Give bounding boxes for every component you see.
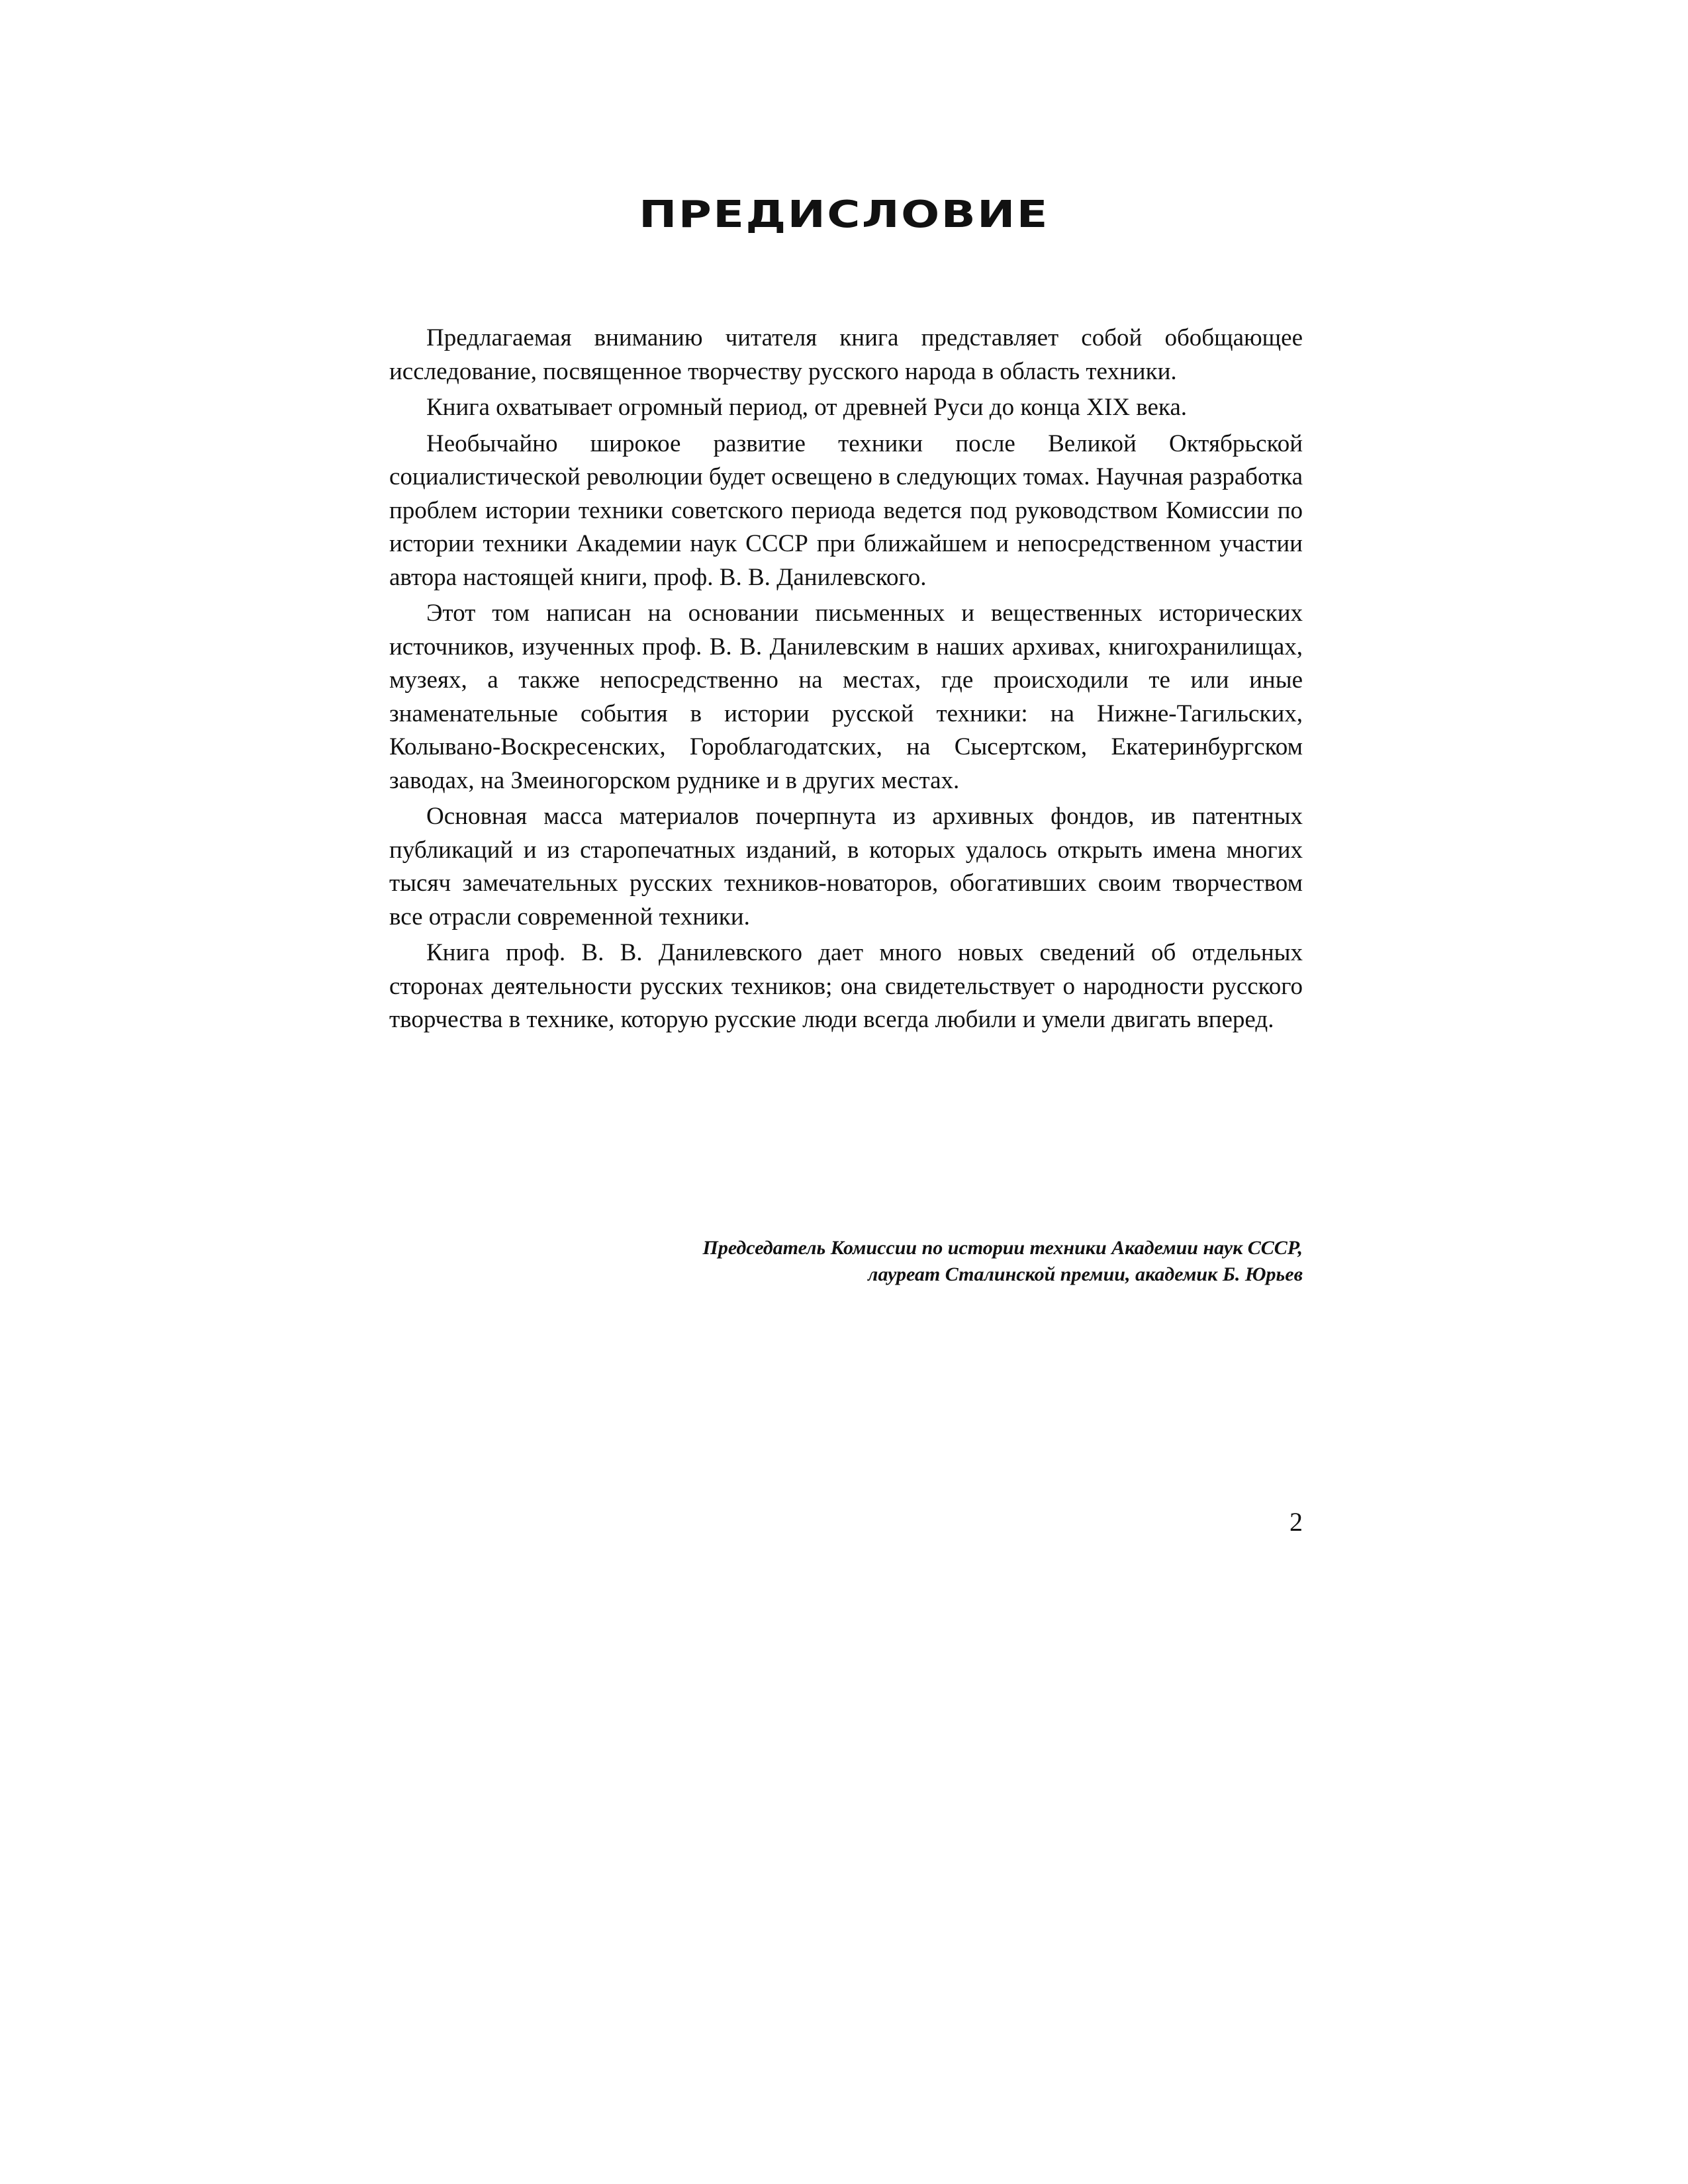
paragraph-2: Книга охватывает огромный период, от древней Руси до конца XIX века. [426, 394, 1188, 421]
paragraph-5: Основная масса материалов почерпнута из архивных фондов, ив патентных публикаций и из старопечатных изданий, в которых удалось открыть имена многих тысяч замечательных русских техников-новаторов, обогативших своим творчеством все отрасли современной техники. [389, 803, 1303, 931]
paragraph-6: Книга проф. В. В. Данилевского дает много новых сведений об отдельных сторонах деятельности русских техников; она свидетельствует о народности русского творчества в технике, которую русские люди всегда любили и умели двигать вперед. [389, 939, 1303, 1033]
signature-line-1: Председатель Комиссии по истории техники Академии наук СССР, [702, 1237, 1303, 1259]
paragraph-3: Необычайно широкое развитие техники после Великой Октябрьской социалистической революции будет освещено в следующих томах. Научная разработка проблем истории техники советского периода ведется под руководством Комиссии по истории техники Академии наук СССР при ближайшем и непосредственном участии автора настоящей книги, проф. В. В. Данилевского. [389, 430, 1303, 591]
page-title: ПРЕДИСЛОВИЕ [639, 193, 1049, 236]
preface-body [389, 322, 1303, 1040]
signature-block [389, 1235, 1303, 1288]
paragraph-1: Предлагаемая вниманию читателя книга представляет собой обобщающее исследование, посвященное творчеству русского народа в область техники. [389, 324, 1303, 385]
paragraph-4: Этот том написан на основании письменных и вещественных исторических источников, изученных проф. В. В. Данилевским в наших архивах, книгохранилищах, музеях, а также непосредственно на местах, где происходили те или иные знаменательные события в истории русской техники: на Нижне-Тагильских, Колывано-Воскресенских, Гороблагодатских, на Сысертском, Екатеринбургском заводах, на Змеиногорском руднике и в других местах. [389, 600, 1303, 794]
page-number: 2 [1289, 1507, 1303, 1537]
signature-line-2: лауреат Сталинской премии, академик Б. Юрьев [868, 1263, 1303, 1285]
